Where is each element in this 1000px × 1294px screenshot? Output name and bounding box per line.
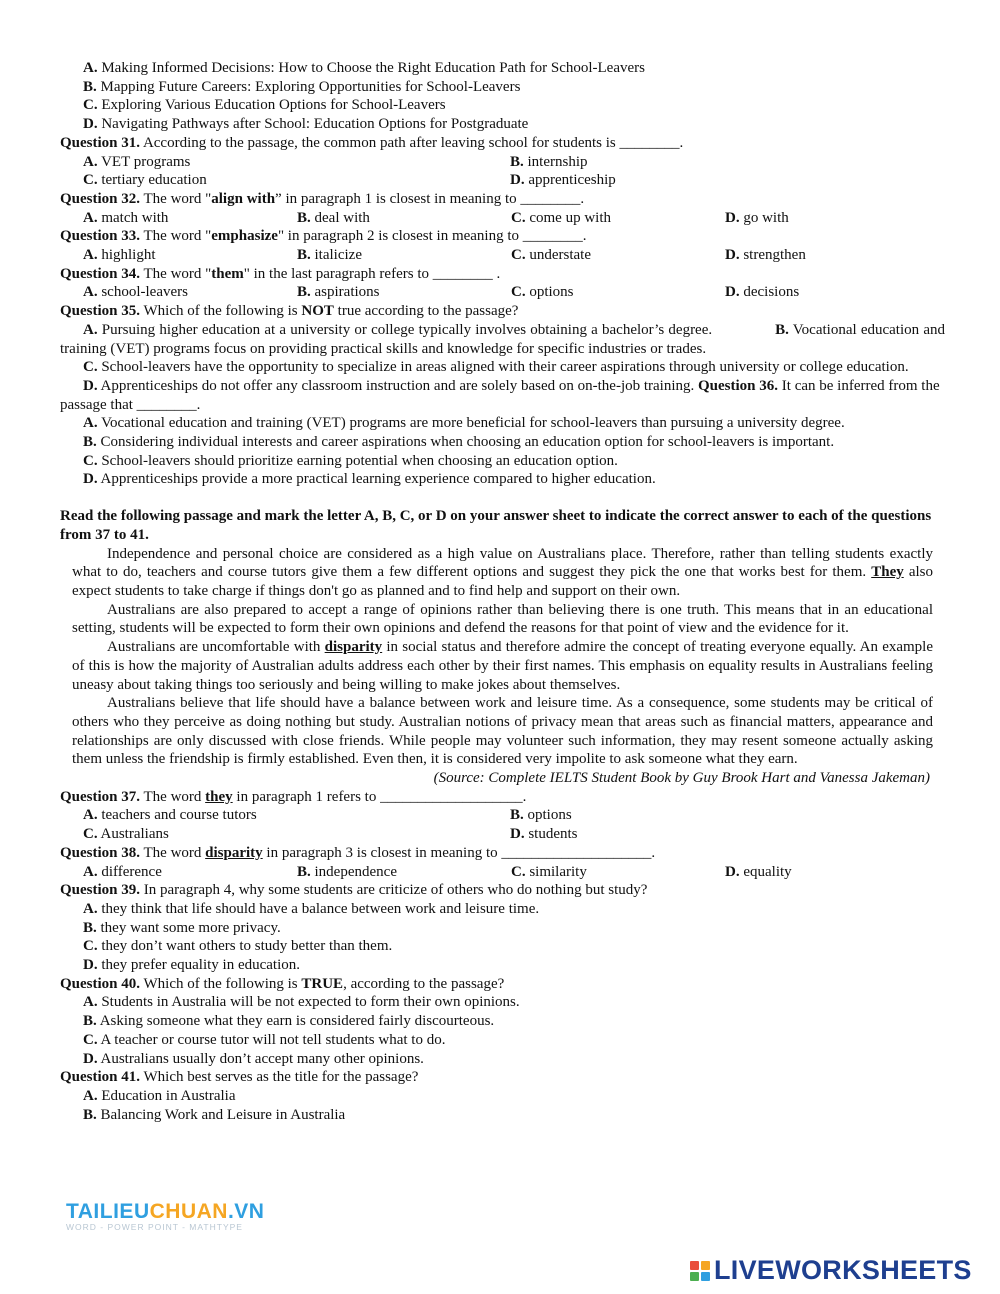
passage-paragraph-3: Australians are uncomfortable with disparity in social status and therefore admire the concept of treating everyone equally. An example of this is how the majority of Australian adults address each other by their first names. This emphasis on equality results in Australians feeling uneasy about taking things too seriously and being willing to make jokes about themselves.	[72, 639, 934, 693]
q37-option-d: D. students	[510, 826, 578, 843]
q41-option-a: A. Education in Australia	[83, 1087, 236, 1104]
liveworksheets-text: LIVEWORKSHEETS	[714, 1255, 972, 1285]
passage-paragraph-2: Australians are also prepared to accept a range of opinions rather than believing there is one truth. This means that in an educational setting, students will be expected to form their own opinions and defend the reasons for that point of view and the evidence for it.	[72, 601, 933, 637]
q33-option-d: D. strengthen	[725, 247, 806, 264]
q32-option-b: B. deal with	[297, 209, 370, 226]
q33-option-b: B. italicize	[297, 247, 362, 264]
question-37: Question 37. The word they in paragraph 1 refers to ___________________.	[60, 788, 527, 805]
q31-option-b: B. internship	[510, 153, 588, 170]
q38-option-c: C. similarity	[511, 863, 587, 880]
q40-option-b: B. Asking someone what they earn is considered fairly discourteous.	[83, 1013, 495, 1030]
q32-option-d: D. go with	[725, 209, 789, 226]
q31-option-a: A. VET programs	[83, 153, 191, 170]
question-33: Question 33. The word "emphasize" in paragraph 2 is closest in meaning to ________.	[60, 228, 587, 245]
q31-options	[60, 153, 945, 190]
q36-option-c: C. School-leavers should prioritize earning potential when choosing an education option.	[83, 452, 618, 469]
q41-option-b: B. Balancing Work and Leisure in Australia	[83, 1106, 346, 1123]
q38-option-d: D. equality	[725, 863, 792, 880]
q39-option-d: D. they prefer equality in education.	[83, 957, 301, 974]
q40-option-d: D. Australians usually don’t accept many other opinions.	[83, 1050, 424, 1067]
liveworksheets-logo[interactable]	[690, 1255, 972, 1286]
question-39: Question 39. In paragraph 4, why some students are criticize of others who do nothing but study?	[60, 882, 648, 899]
q40-option-c: C. A teacher or course tutor will not tell students what to do.	[83, 1031, 446, 1048]
worksheet-page	[60, 59, 945, 1124]
q36-option-b: B. Considering individual interests and career aspirations when choosing an education option for school-leavers is important.	[83, 434, 835, 451]
q30-option-d: D. Navigating Pathways after School: Education Options for Postgraduate	[83, 116, 529, 133]
q32-option-c: C. come up with	[511, 209, 611, 226]
q32-options	[60, 209, 945, 228]
tailieuchuan-logo[interactable]: TAILIEUCHUAN.VN WORD - POWER POINT - MATHTYPE	[66, 1200, 265, 1232]
q39-option-b: B. they want some more privacy.	[83, 919, 281, 936]
question-38: Question 38. The word disparity in paragraph 3 is closest in meaning to ____________________.	[60, 844, 656, 861]
q40-option-a: A. Students in Australia will be not expected to form their own opinions.	[83, 994, 520, 1011]
question-31: Question 31. According to the passage, the common path after leaving school for students is ________.	[60, 134, 684, 151]
question-35: Question 35. Which of the following is NOT true according to the passage?	[60, 303, 519, 320]
tailieuchuan-tagline: WORD - POWER POINT - MATHTYPE	[66, 1222, 243, 1232]
q34-option-b: B. aspirations	[297, 284, 380, 301]
q37-option-a: A. teachers and course tutors	[83, 807, 257, 824]
q35-options-ab: A. Pursuing higher education at a university or college typically involves obtaining a bachelor’s degree. B. Vocational education and training (VET) programs focus on providing practical skills and knowledge for specific industries or trades.	[60, 321, 945, 357]
question-40: Question 40. Which of the following is TRUE, according to the passage?	[60, 975, 505, 992]
q38-options	[60, 863, 945, 882]
q37-option-c: C. Australians	[83, 826, 169, 843]
passage-source: (Source: Complete IELTS Student Book by Guy Brook Hart and Vanessa Jakeman)	[433, 770, 930, 787]
q38-option-b: B. independence	[297, 863, 397, 880]
q34-option-c: C. options	[511, 284, 574, 301]
liveworksheets-blocks-icon	[690, 1261, 710, 1281]
question-34: Question 34. The word "them" in the last paragraph refers to ________ .	[60, 265, 501, 282]
q31-option-c: C. tertiary education	[83, 172, 207, 189]
q39-option-a: A. they think that life should have a balance between work and leisure time.	[83, 900, 540, 917]
q30-option-a: A. Making Informed Decisions: How to Choose the Right Education Path for School-Leavers	[83, 60, 645, 76]
q33-option-c: C. understate	[511, 247, 591, 264]
passage-paragraph-1: Independence and personal choice are considered as a high value on Australians place. Therefore, rather than telling students exactly what to do, teachers and course tutors give them a few different options and suggest they pick the one that works best for them. They also expect students to take charge if things don't go as planned and to find help and support on their own.	[72, 545, 933, 599]
q34-option-d: D. decisions	[725, 284, 800, 301]
q34-option-a: A. school-leavers	[83, 284, 188, 301]
q35-option-d-and-q36: D. Apprenticeships do not offer any classroom instruction and are solely based on on-the-job training. Question 36. It can be inferred from the passage that ________.	[60, 377, 940, 413]
reading-passage	[60, 545, 945, 769]
q39-option-c: C. they don’t want others to study better than them.	[83, 938, 393, 955]
q37-option-b: B. options	[510, 807, 572, 824]
q31-option-d: D. apprenticeship	[510, 172, 616, 189]
q30-option-b: B. Mapping Future Careers: Exploring Opportunities for School-Leavers	[83, 78, 521, 95]
q36-option-a: A. Vocational education and training (VET) programs are more beneficial for school-leavers than pursuing a university degree.	[83, 415, 845, 432]
q34-options	[60, 283, 945, 302]
q38-option-a: A. difference	[83, 863, 162, 880]
reading-instruction: Read the following passage and mark the letter A, B, C, or D on your answer sheet to indicate the correct answer to each of the questions from 37 to 41.	[60, 508, 932, 543]
q36-option-d: D. Apprenticeships provide a more practical learning experience compared to higher education.	[83, 471, 656, 488]
q30-option-c: C. Exploring Various Education Options for School-Leavers	[83, 97, 446, 114]
q35-option-c: C. School-leavers have the opportunity to specialize in areas aligned with their career aspirations through university or college education.	[83, 359, 909, 376]
question-41: Question 41. Which best serves as the title for the passage?	[60, 1069, 419, 1086]
question-32: Question 32. The word "align with” in paragraph 1 is closest in meaning to ________.	[60, 190, 585, 207]
q33-options	[60, 246, 945, 265]
q32-option-a: A. match with	[83, 209, 169, 226]
q37-options	[60, 806, 945, 843]
q33-option-a: A. highlight	[83, 247, 156, 264]
passage-paragraph-4: Australians believe that life should have a balance between work and leisure time. As a consequence, some students may be critical of others who they perceive as doing nothing but study. Australian notions of privacy mean that areas such as financial matters, appearance and relationships are only discussed with close friends. While people may volunteer such information, they may resent someone actually asking them unless the friendship is firmly established. Even then, it is considered very impolite to ask someone what they earn.	[72, 695, 933, 768]
